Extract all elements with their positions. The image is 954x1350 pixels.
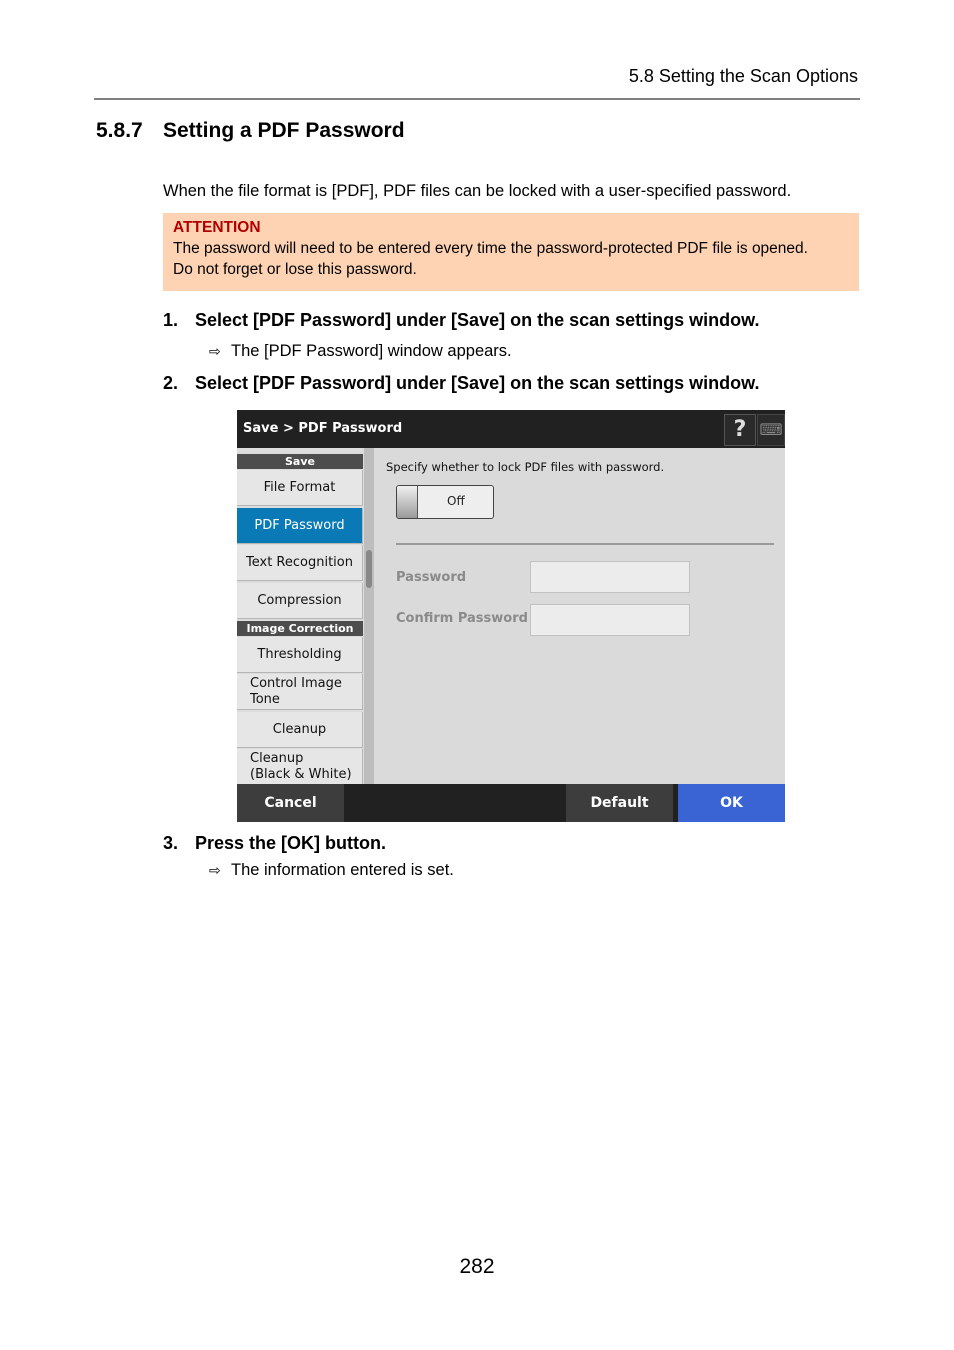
- pdf-password-toggle[interactable]: [396, 485, 494, 519]
- label-line: Control Image: [250, 675, 342, 691]
- attention-line: Do not forget or lose this password.: [173, 261, 417, 278]
- sidebar-item-label: Text Recognition: [246, 554, 353, 570]
- label-line: Cleanup: [250, 750, 304, 766]
- step-2: [163, 373, 863, 397]
- step-text: Select [PDF Password] under [Save] on the scan settings window.: [195, 310, 760, 330]
- sidebar-item-text-recognition[interactable]: [237, 545, 363, 581]
- sidebar-item-cleanup[interactable]: [237, 712, 363, 748]
- help-button[interactable]: [724, 414, 756, 446]
- page-number: 282: [459, 1255, 495, 1278]
- step-3: [163, 833, 863, 857]
- attention-box: [163, 213, 859, 291]
- setting-description: Specify whether to lock PDF files with password.: [386, 460, 665, 474]
- sidebar-item-label: File Format: [263, 479, 336, 495]
- result-text: The [PDF Password] window appears.: [231, 342, 512, 360]
- attention-line: The password will need to be entered every time the password-protected PDF file is opened.: [173, 240, 808, 257]
- scan-settings-screen: [237, 410, 785, 822]
- step-text: Select [PDF Password] under [Save] on the scan settings window.: [195, 373, 760, 393]
- toggle-label: Off: [447, 494, 465, 508]
- sidebar-item-pdf-password[interactable]: [237, 508, 363, 544]
- sidebar-item-label: [250, 751, 352, 783]
- right-arrow-outline-icon: ⇨: [209, 862, 221, 878]
- sidebar-item-control-image-tone[interactable]: [237, 674, 363, 710]
- sidebar-group-save: Save: [237, 454, 363, 469]
- sidebar-item-label: [250, 676, 342, 708]
- settings-sidebar: [237, 448, 364, 784]
- sidebar-item-cleanup-bw[interactable]: [237, 749, 363, 784]
- toggle-knob: [397, 486, 418, 518]
- keyboard-icon: ⌨: [759, 420, 783, 439]
- sidebar-item-label: PDF Password: [254, 517, 345, 533]
- sidebar-item-label: Compression: [257, 592, 342, 608]
- window-titlebar: [237, 410, 785, 448]
- sidebar-group-image-correction: Image Correction: [237, 621, 363, 636]
- header-rule: [94, 98, 860, 100]
- sidebar-item-thresholding[interactable]: [237, 637, 363, 673]
- right-arrow-outline-icon: ⇨: [209, 343, 221, 359]
- ok-button[interactable]: OK: [678, 784, 785, 822]
- cancel-button[interactable]: Cancel: [237, 784, 344, 822]
- step-text: Press the [OK] button.: [195, 833, 387, 853]
- default-button[interactable]: Default: [566, 784, 673, 822]
- step-number: 2.: [163, 373, 179, 393]
- label-line: Tone: [250, 691, 280, 707]
- section-number: 5.8.7: [96, 119, 143, 142]
- step-1-result: [209, 342, 512, 361]
- section-title: Setting a PDF Password: [163, 119, 405, 142]
- step-1: [163, 310, 863, 334]
- confirm-password-input[interactable]: [530, 604, 690, 636]
- result-text: The information entered is set.: [231, 861, 454, 879]
- intro-paragraph: When the file format is [PDF], PDF files can be locked with a user-specified password.: [163, 182, 792, 200]
- password-label: Password: [396, 570, 467, 585]
- sidebar-scrollbar[interactable]: [364, 448, 374, 784]
- keyboard-button[interactable]: [757, 414, 785, 446]
- attention-title: ATTENTION: [173, 219, 261, 236]
- divider: [396, 543, 774, 545]
- step-3-result: [209, 861, 454, 880]
- sidebar-item-label: Cleanup: [272, 721, 327, 737]
- window-title: Save > PDF Password: [243, 421, 403, 436]
- running-header: 5.8 Setting the Scan Options: [628, 66, 858, 86]
- sidebar-scroll-thumb[interactable]: [366, 550, 372, 588]
- section-heading: [96, 119, 405, 143]
- bottom-bar: [237, 784, 785, 822]
- step-number: 1.: [163, 310, 179, 330]
- question-mark-icon: ?: [733, 417, 747, 442]
- sidebar-item-label: Thresholding: [257, 646, 342, 662]
- confirm-password-label: Confirm Password: [396, 611, 528, 626]
- sidebar-item-file-format[interactable]: [237, 470, 363, 506]
- sidebar-item-compression[interactable]: [237, 583, 363, 619]
- settings-content: [374, 448, 785, 784]
- label-line: (Black & White): [250, 766, 352, 782]
- step-number: 3.: [163, 833, 179, 853]
- password-input[interactable]: [530, 561, 690, 593]
